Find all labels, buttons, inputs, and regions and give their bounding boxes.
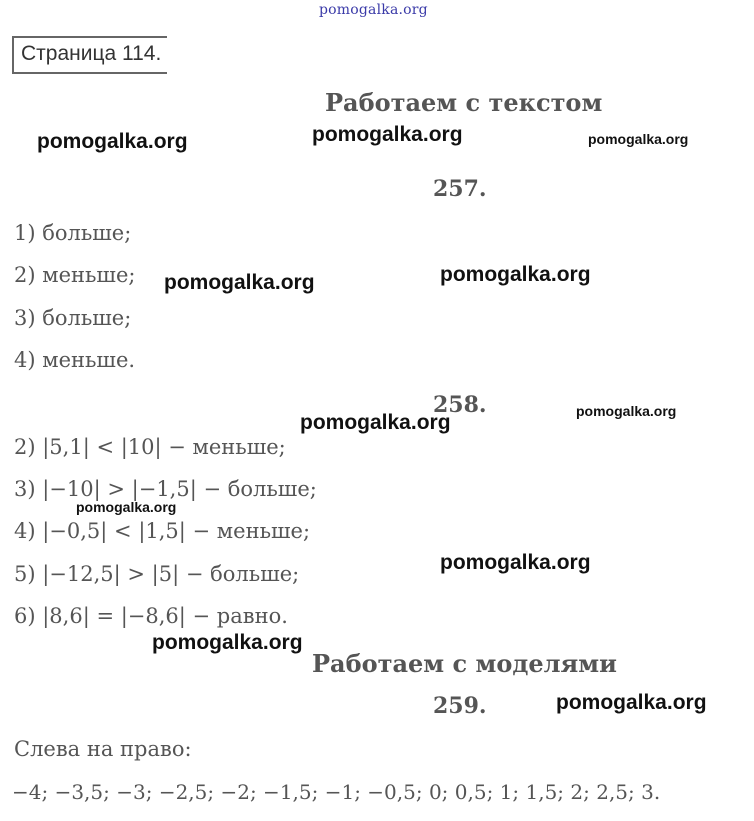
task257-line-1: 1) больше; — [14, 221, 132, 245]
task259-line-1: Слева на право: — [14, 737, 192, 761]
watermark-top: pomogalka.org — [319, 2, 428, 18]
task259-line-2: −4; −3,5; −3; −2,5; −2; −1,5; −1; −0,5; 0; 0,5; 1; 1,5; 2; 2,5; 3. — [12, 780, 661, 804]
watermark: pomogalka.org — [576, 403, 677, 419]
task257-line-3: 3) больше; — [14, 306, 132, 330]
section-title-text: Работаем с текстом — [325, 88, 603, 117]
watermark: pomogalka.org — [556, 691, 707, 714]
watermark: pomogalka.org — [312, 123, 463, 146]
task-number-257: 257. — [433, 176, 487, 202]
watermark: pomogalka.org — [300, 411, 451, 434]
task258-line-5: 6) |8,6| = |−8,6| − равно. — [14, 604, 288, 628]
watermark: pomogalka.org — [152, 631, 303, 654]
watermark: pomogalka.org — [440, 263, 591, 286]
task257-line-4: 4) меньше. — [14, 348, 136, 372]
task257-line-2: 2) меньше; — [14, 263, 136, 287]
task258-line-4: 5) |−12,5| > |5| − больше; — [14, 562, 300, 586]
watermark: pomogalka.org — [164, 271, 315, 294]
task-number-259: 259. — [433, 693, 487, 719]
watermark: pomogalka.org — [76, 499, 177, 515]
watermark: pomogalka.org — [37, 130, 188, 153]
section-title-models: Работаем с моделями — [312, 649, 617, 678]
task258-line-2: 3) |−10| > |−1,5| − больше; — [14, 477, 317, 501]
page-label: Страница 114. — [12, 36, 167, 74]
task258-line-1: 2) |5,1| < |10| − меньше; — [14, 435, 286, 459]
task258-line-3: 4) |−0,5| < |1,5| − меньше; — [14, 519, 311, 543]
watermark: pomogalka.org — [440, 551, 591, 574]
watermark: pomogalka.org — [588, 131, 689, 147]
task-number-258: 258. — [433, 392, 487, 418]
